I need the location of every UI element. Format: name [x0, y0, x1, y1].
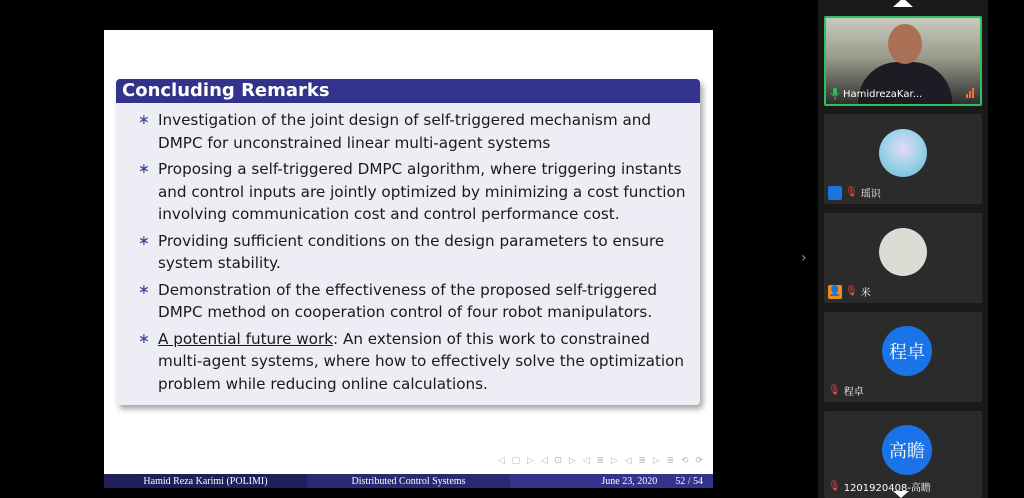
- participant-name-row: [828, 185, 881, 200]
- muted-microphone-icon: 🎙: [845, 187, 858, 198]
- muted-microphone-icon: 🎙: [828, 385, 841, 396]
- concluding-remarks-block: [116, 79, 700, 405]
- list-item: ∗ Proposing a self-triggered DMPC algorithm, where triggering instants and control inputs are jointly optimized by minimizing a cost function involving communication cost and control performance cost.: [138, 160, 686, 223]
- footer-date-page: [510, 474, 713, 488]
- muted-microphone-icon: 🎙: [828, 481, 841, 492]
- list-item: ∗ A potential future work: An extension of this work to constrained multi-agent systems, where how to effectively solve the optimization problem while reducing online calculations.: [138, 329, 685, 393]
- participant-name: 1201920408-高瞻: [843, 483, 931, 494]
- participant-name: 米: [860, 288, 871, 299]
- muted-microphone-icon: 🎙: [845, 286, 858, 297]
- avatar: [879, 129, 927, 177]
- scroll-up-icon[interactable]: [893, 0, 913, 7]
- list-item: ∗ Investigation of the joint design of self-triggered mechanism and DMPC for unconstrained linear multi-agent systems: [138, 111, 652, 152]
- footer-author: Hamid Reza Karimi (POLIMI): [104, 474, 307, 488]
- bullet-icon: ∗: [138, 112, 150, 128]
- participant-name: 瑶识: [860, 189, 881, 200]
- block-title: Concluding Remarks: [116, 79, 700, 103]
- scroll-down-icon[interactable]: [893, 491, 909, 498]
- list-item: ∗ Providing sufficient conditions on the design parameters to ensure system stability.: [138, 231, 665, 272]
- participant-gallery: [818, 0, 988, 498]
- list-item: ∗ Demonstration of the effectiveness of the proposed self-triggered DMPC method on cooperation control of four robot manipulators.: [138, 280, 658, 321]
- participant-name: 程卓: [843, 387, 864, 398]
- participant-tile[interactable]: [824, 411, 982, 498]
- footer-date: June 23, 2020: [601, 475, 658, 487]
- participant-tile[interactable]: [824, 312, 982, 402]
- participant-name-row: [830, 88, 922, 100]
- avatar: 程卓: [882, 326, 932, 376]
- beamer-navigation-icons[interactable]: ◁ ▢ ▷ ◁ ⊡ ▷ ◁ ≣ ▷ ◁ ≣ ▷ ≣ ⟲ ⟳: [497, 456, 705, 466]
- future-work-label: A potential future work: [158, 329, 333, 348]
- signal-strength-icon: [966, 88, 974, 98]
- bullet-icon: ∗: [138, 232, 150, 249]
- bullet-icon: ∗: [138, 330, 150, 347]
- participant-name-row: [828, 383, 864, 398]
- microphone-icon: [830, 88, 840, 100]
- user-icon: 👤: [828, 187, 842, 198]
- participant-tile[interactable]: [824, 114, 982, 204]
- participant-tile-video[interactable]: [824, 16, 982, 106]
- participant-name-row: [828, 284, 871, 299]
- footer-page: 52 / 54: [675, 475, 703, 487]
- user-icon: 👤: [828, 286, 842, 297]
- bullet-icon: ∗: [138, 161, 150, 177]
- avatar: 高瞻: [882, 425, 932, 475]
- shared-slide: [104, 30, 713, 488]
- collapse-gallery-icon[interactable]: ›: [801, 250, 807, 266]
- footer-title: Distributed Control Systems: [307, 474, 510, 488]
- bullet-icon: ∗: [138, 281, 150, 298]
- slide-footer: [104, 474, 713, 488]
- participant-tile[interactable]: [824, 213, 982, 303]
- participant-name: HamidrezaKar...: [843, 88, 923, 100]
- person-head: [888, 24, 922, 64]
- remarks-list: [116, 103, 700, 395]
- avatar: [879, 228, 927, 276]
- participant-name-row: [828, 479, 931, 494]
